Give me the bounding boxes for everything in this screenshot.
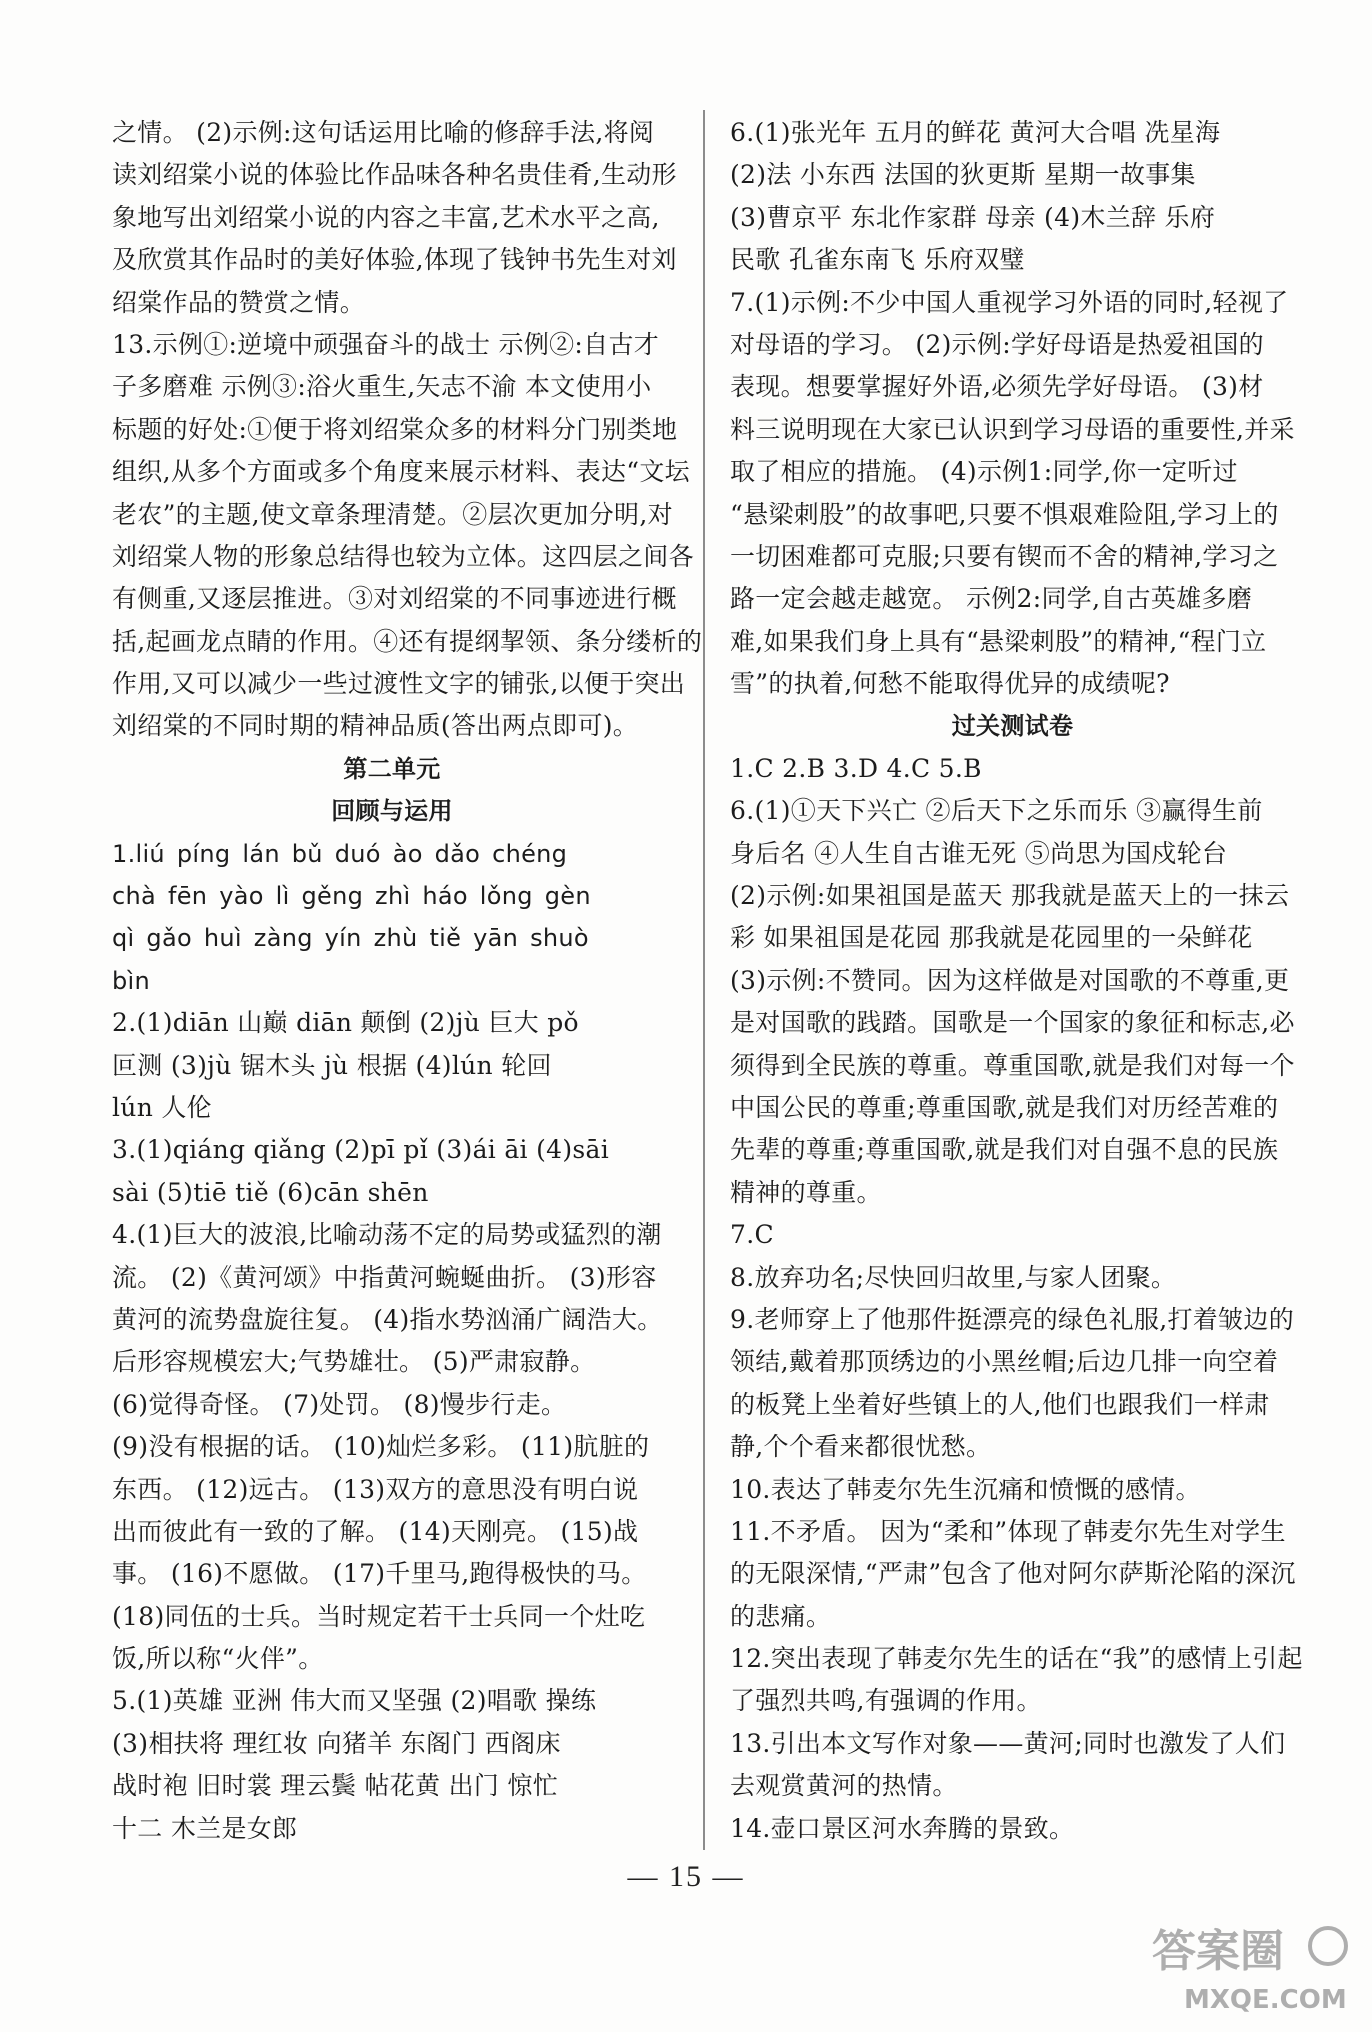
left-text-line: 十二 木兰是女郎: [112, 1813, 298, 1843]
right-text-line: 中国公民的尊重;尊重国歌,就是我们对历经苦难的: [730, 1092, 1279, 1122]
right-text-line: 身后名 ④人生自古谁无死 ⑤尚思为国戍轮台: [730, 838, 1228, 868]
right-text-line: 民歌 孔雀东南飞 乐府双璧: [730, 245, 1025, 275]
right-text-line: 7.C: [730, 1220, 774, 1250]
left-text-line: qì gǎo huì zàng yín zhù tiě yān shuò: [112, 924, 589, 953]
left-text-line: 作用,又可以减少一些过渡性文字的铺张,以便于突出: [112, 669, 686, 699]
left-text-line: 东西。 (12)远古。 (13)双方的意思没有明白说: [112, 1474, 639, 1504]
left-text-line: 及欣赏其作品时的美好体验,体现了钱钟书先生对刘: [112, 245, 677, 275]
left-text-line: (9)没有根据的话。 (10)灿烂多彩。 (11)肮脏的: [112, 1432, 650, 1462]
left-text-line: 叵测 (3)jù 锯木头 jù 根据 (4)lún 轮回: [112, 1050, 552, 1080]
right-section-heading: 过关测试卷: [951, 712, 1074, 741]
right-text-line: 1.C 2.B 3.D 4.C 5.B: [730, 753, 982, 783]
watermark-logo: [1144, 1908, 1354, 2018]
right-text-line: 彩 如果祖国是花园 那我就是花园里的一朵鲜花: [730, 923, 1253, 953]
column-divider: [703, 110, 705, 1850]
right-text-line: 料三说明现在大家已认识到学习母语的重要性,并采: [730, 414, 1295, 444]
right-column: [730, 112, 1303, 1850]
right-text-line: 表现。想要掌握好外语,必须先学好母语。 (3)材: [730, 372, 1264, 402]
right-text-line: 6.(1)①天下兴亡 ②后天下之乐而乐 ③赢得生前: [730, 796, 1263, 826]
left-text-line: 13.示例①:逆境中顽强奋斗的战士 示例②:自古才: [112, 329, 660, 359]
right-text-line: 是对国歌的践踏。国歌是一个国家的象征和标志,必: [730, 1008, 1295, 1038]
left-text-line: 出而彼此有一致的了解。 (14)天刚亮。 (15)战: [112, 1516, 639, 1546]
left-text-line: 1.liú píng lán bǔ duó ào dǎo chéng: [112, 839, 568, 868]
right-text-line: (3)曹京平 东北作家群 母亲 (4)木兰辞 乐府: [730, 202, 1216, 232]
left-text-line: 刘绍棠的不同时期的精神品质(答出两点即可)。: [112, 711, 639, 741]
right-text-line: 11.不矛盾。 因为“柔和”体现了韩麦尔先生对学生: [730, 1516, 1286, 1546]
right-text-line: 取了相应的措施。 (4)示例1:同学,你一定听过: [730, 457, 1238, 487]
left-text-line: 组织,从多个方面或多个角度来展示材料、表达“文坛: [112, 457, 690, 487]
left-text-line: 老农”的主题,使文章条理清楚。②层次更加分明,对: [112, 499, 673, 529]
left-text-line: 有侧重,又逐层推进。③对刘绍棠的不同事迹进行概: [112, 584, 677, 614]
left-text-line: chà fēn yào lì gěng zhì háo lǒng gèn: [112, 882, 591, 911]
left-text-line: 战时袍 旧时裳 理云鬓 帖花黄 出门 惊忙: [112, 1771, 559, 1801]
right-text-line: 难,如果我们身上具有“悬梁刺股”的精神,“程门立: [730, 626, 1267, 656]
left-text-line: 后形容规模宏大;气势雄壮。 (5)严肃寂静。: [112, 1347, 596, 1377]
left-text-line: 子多磨难 示例③:浴火重生,矢志不渝 本文使用小: [112, 372, 652, 402]
left-text-line: 标题的好处:①便于将刘绍棠众多的材料分门别类地: [112, 414, 678, 444]
right-text-line: 10.表达了韩麦尔先生沉痛和愤慨的感情。: [730, 1474, 1201, 1504]
right-text-line: (2)示例:如果祖国是蓝天 那我就是蓝天上的一抹云: [730, 881, 1290, 911]
left-text-line: 括,起画龙点睛的作用。④还有提纲挈领、条分缕析的: [112, 626, 703, 656]
svg-text:MXQE.COM: MXQE.COM: [1184, 1985, 1347, 2015]
right-text-line: 8.放弃功名;尽快回归故里,与家人团聚。: [730, 1262, 1177, 1292]
right-text-line: 对母语的学习。 (2)示例:学好母语是热爱祖国的: [730, 329, 1264, 359]
left-text-line: 黄河的流势盘旋往复。 (4)指水势汹涌广阔浩大。: [112, 1304, 663, 1334]
left-section-heading: 第二单元: [343, 754, 441, 783]
right-text-line: 6.(1)张光年 五月的鲜花 黄河大合唱 冼星海: [730, 118, 1221, 147]
page-number: — 15 —: [627, 1860, 745, 1893]
left-text-line: lún 人伦: [112, 1092, 212, 1122]
left-section-heading: 回顾与运用: [331, 797, 453, 826]
left-text-line: (3)相扶将 理红妆 向猪羊 东阁门 西阁床: [112, 1728, 561, 1758]
left-text-line: 5.(1)英雄 亚洲 伟大而又坚强 (2)唱歌 操练: [112, 1686, 597, 1716]
right-text-line: 12.突出表现了韩麦尔先生的话在“我”的感情上引起: [730, 1644, 1303, 1674]
svg-text:答案圈: 答案圈: [1152, 1926, 1284, 1977]
left-text-line: (18)同伍的士兵。当时规定若干士兵同一个灶吃: [112, 1601, 646, 1631]
left-text-line: 4.(1)巨大的波浪,比喻动荡不定的局势或猛烈的潮: [112, 1220, 662, 1250]
right-text-line: 14.壶口景区河水奔腾的景致。: [730, 1813, 1075, 1843]
right-text-line: 的无限深情,“严肃”包含了他对阿尔萨斯沦陷的深沉: [730, 1559, 1296, 1589]
left-text-line: 象地写出刘绍棠小说的内容之丰富,艺术水平之高,: [112, 202, 660, 232]
right-text-line: 领结,戴着那顶绣边的小黑丝帽;后边几排一向空着: [730, 1347, 1279, 1377]
right-text-line: 的悲痛。: [730, 1601, 832, 1631]
left-text-line: 饭,所以称“火伴”。: [112, 1644, 324, 1674]
right-text-line: 须得到全民族的尊重。尊重国歌,就是我们对每一个: [730, 1050, 1295, 1080]
left-text-line: 事。 (16)不愿做。 (17)千里马,跑得极快的马。: [112, 1559, 647, 1589]
right-text-line: 先辈的尊重;尊重国歌,就是我们对自强不息的民族: [730, 1135, 1279, 1165]
left-text-line: 之情。 (2)示例:这句话运用比喻的修辞手法,将阅: [112, 118, 655, 147]
left-text-line: 读刘绍棠小说的体验比作品味各种名贵佳肴,生动形: [112, 160, 677, 190]
left-text-line: (6)觉得奇怪。 (7)处罚。 (8)慢步行走。: [112, 1389, 567, 1419]
right-text-line: (3)示例:不赞同。因为这样做是对国歌的不尊重,更: [730, 965, 1290, 995]
left-text-line: bìn: [112, 966, 151, 995]
left-text-line: 3.(1)qiáng qiǎng (2)pī pǐ (3)ái āi (4)sāi: [112, 1135, 610, 1165]
left-text-line: 2.(1)diān 山巅 diān 颠倒 (2)jù 巨大 pǒ: [112, 1008, 579, 1038]
right-text-line: (2)法 小东西 法国的狄更斯 星期一故事集: [730, 160, 1196, 190]
left-text-line: 刘绍棠人物的形象总结得也较为立体。这四层之间各: [112, 541, 694, 571]
right-text-line: 13.引出本文写作对象——黄河;同时也激发了人们: [730, 1728, 1286, 1758]
left-column: [112, 112, 703, 1850]
right-text-line: 7.(1)示例:不少中国人重视学习外语的同时,轻视了: [730, 287, 1289, 317]
right-text-line: 了强烈共鸣,有强调的作用。: [730, 1686, 1042, 1716]
right-text-line: 静,个个看来都很忧愁。: [730, 1432, 992, 1462]
right-text-line: 一切困难都可克服;只要有锲而不舍的精神,学习之: [730, 541, 1279, 571]
right-text-line: 9.老师穿上了他那件挺漂亮的绿色礼服,打着皱边的: [730, 1304, 1295, 1334]
right-text-line: 去观赏黄河的热情。: [730, 1771, 958, 1801]
left-text-line: 绍棠作品的赞赏之情。: [112, 287, 366, 317]
right-text-line: 精神的尊重。: [730, 1177, 882, 1207]
right-text-line: 的板凳上坐着好些镇上的人,他们也跟我们一样肃: [730, 1389, 1270, 1419]
right-text-line: 路一定会越走越宽。 示例2:同学,自古英雄多磨: [730, 584, 1253, 614]
left-text-line: sài (5)tiē tiě (6)cān shēn: [112, 1177, 429, 1207]
left-text-line: 流。 (2)《黄河颂》中指黄河蜿蜒曲折。 (3)形容: [112, 1262, 657, 1292]
right-text-line: “悬梁刺股”的故事吧,只要不惧艰难险阻,学习上的: [730, 499, 1279, 529]
right-text-line: 雪”的执着,何愁不能取得优异的成绩呢?: [730, 669, 1170, 699]
